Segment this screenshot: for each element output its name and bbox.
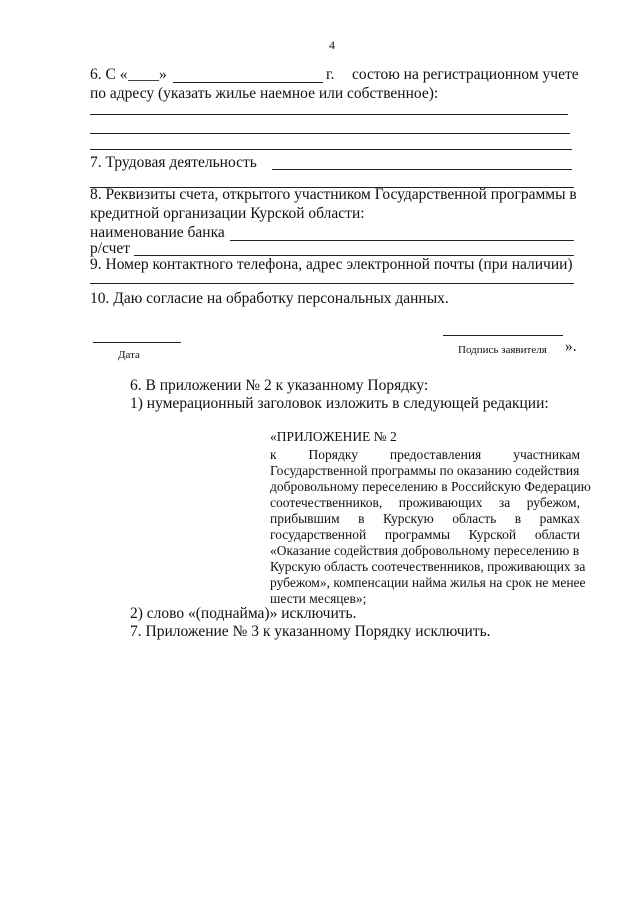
word: программы (384, 527, 451, 542)
item6-year-abbr: г. (326, 66, 335, 83)
word: к (270, 447, 277, 462)
item6-day-blank: ____ (128, 66, 159, 83)
amendment-p6-1: 1) нумерационный заголовок изложить в следующей редакции: (130, 395, 549, 412)
item6-fill-line-1 (90, 114, 568, 115)
item8-line2: кредитной организации Курской области: (90, 205, 365, 222)
appendix-line3: добровольному переселению в Российскую Федерацию (270, 479, 591, 494)
signature-line (443, 335, 563, 336)
closing-quote: ». (565, 338, 577, 355)
date-caption: Дата (118, 349, 140, 361)
date-line (93, 342, 181, 343)
word: область (452, 511, 497, 526)
amendment-p6-2: 2) слово «(поднайма)» исключить. (130, 605, 357, 622)
word: рамках (539, 511, 580, 526)
item9-label: 9. Номер контактного телефона, адрес электронной почты (при наличии) (90, 256, 573, 273)
item8-line1: 8. Реквизиты счета, открытого участником Государственной программы в (90, 186, 577, 203)
appendix-row1 (270, 446, 580, 463)
item7-label: 7. Трудовая деятельность (90, 154, 257, 171)
item6-month-line (173, 82, 323, 83)
signature-caption: Подпись заявителя (458, 344, 547, 356)
item6-fill-line-2 (90, 133, 570, 134)
amendment-p6: 6. В приложении № 2 к указанному Порядку: (130, 377, 429, 394)
word: Курскую (383, 511, 434, 526)
bank-name-label: наименование банка (90, 224, 225, 241)
appendix-title: «ПРИЛОЖЕНИЕ № 2 (270, 429, 397, 444)
item7-fill-line-1 (272, 169, 572, 170)
word: за (498, 495, 511, 510)
word: государственной (270, 527, 367, 542)
word: рубежом, (526, 495, 580, 510)
appendix-row5 (270, 510, 580, 527)
appendix-line9: рубежом», компенсации найма жилья на срок не менее (270, 575, 586, 590)
appendix-line7: «Оказание содействия добровольному переселению в (270, 543, 580, 558)
item6-fill-line-3 (90, 149, 572, 150)
word: участникам (513, 447, 580, 462)
bank-name-line (230, 240, 574, 241)
page-number: 4 (329, 38, 335, 52)
item9-fill-line (90, 283, 574, 284)
word: Курской (468, 527, 517, 542)
word: соотечественников, (270, 495, 383, 510)
word: области (534, 527, 580, 542)
item6-line2: по адресу (указать жилье наемное или собственное): (90, 85, 439, 102)
word: в (358, 511, 365, 526)
word: предоставления (389, 447, 482, 462)
appendix-line10: шести месяцев»; (270, 591, 367, 606)
appendix-row4 (270, 494, 580, 511)
word: в (514, 511, 522, 526)
item6-quote-close: » (159, 66, 167, 83)
account-label: р/счет (90, 240, 131, 257)
item10-label: 10. Даю согласие на обработку персональных данных. (90, 290, 449, 307)
word: Порядку (308, 447, 358, 462)
word: прибывшим (270, 511, 340, 526)
item6-prefix: 6. С « (90, 66, 128, 83)
appendix-line2: Государственной программы по оказанию содействия (270, 463, 580, 478)
item6-text-tail: состою на регистрационном учете (352, 66, 579, 83)
appendix-line8: Курскую область соотечественников, проживающих за (270, 559, 586, 574)
word: проживающих (398, 495, 483, 510)
amendment-p7: 7. Приложение № 3 к указанному Порядку исключить. (130, 623, 491, 640)
appendix-row6 (270, 526, 580, 543)
